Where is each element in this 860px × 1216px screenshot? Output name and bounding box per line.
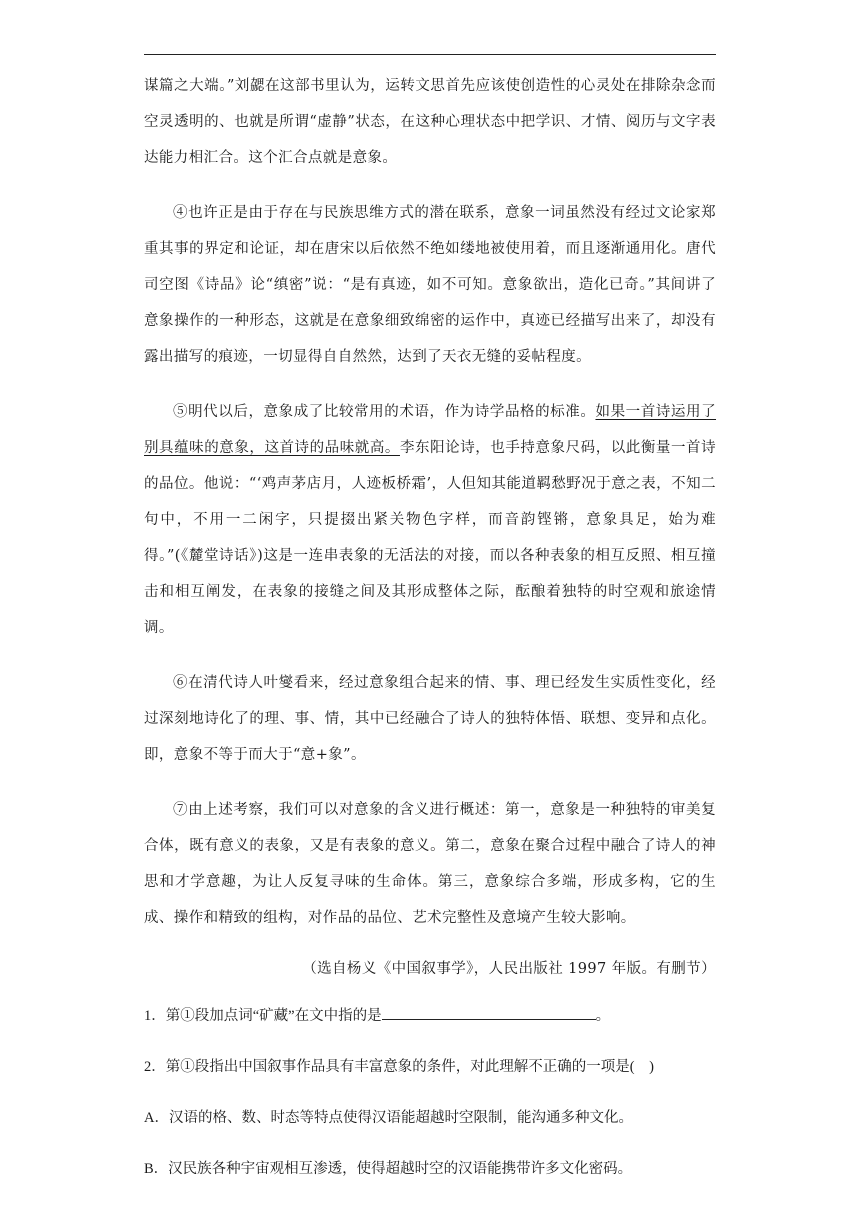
question-1-end: 。: [595, 1008, 611, 1024]
question-2: 2．第①段指出中国叙事作品具有丰富意象的条件，对此理解不正确的一项是( ): [144, 1059, 654, 1075]
paragraph-4: ④也许正是由于存在与民族思维方式的潜在联系，意象一词虽然没有经过文论家郑重其事的界定和论证，却在唐宋以后依然不绝如缕地被使用着，而且逐渐通用化。唐代司空图《诗品》论“缜密”说：“是有真迹，如不可知。意象欲出，造化已奇。”其间讲了意象操作的一种形态，这就是在意象细致绵密的运作中，真迹已经描写出来了，却没有露出描写的痕迹，一切显得自自然然，达到了天衣无缝的妥帖程度。: [144, 205, 716, 365]
article-body: [144, 68, 716, 1209]
source-citation: （选自杨义《中国叙事学》，人民出版社 1997 年版。有删节）: [302, 961, 716, 977]
answer-blank[interactable]: [382, 1005, 596, 1020]
option-a[interactable]: A．汉语的格、数、时态等特点使得汉语能超越时空限制，能沟通多种文化。: [144, 1110, 633, 1126]
paragraph-5: [144, 394, 716, 646]
question-1: [144, 1005, 716, 1027]
question-1-text: 1．第①段加点词“矿藏”在文中指的是: [144, 1008, 382, 1024]
paragraph-5-lead: ⑤明代以后，意象成了比较常用的术语，作为诗学品格的标准。: [173, 404, 596, 420]
paragraph-7: ⑦由上述考察，我们可以对意象的含义进行概述：第一，意象是一种独特的审美复合体，既有意义的表象，又是有表象的意义。第二，意象在聚合过程中融合了诗人的神思和才学意趣，为让人反复寻味的生命体。第三，意象综合多端，形成多构，它的生成、操作和精致的组构，对作品的品位、艺术完整性及意境产生较大影响。: [144, 802, 716, 926]
paragraph-5-rest: 李东阳论诗，也手持意象尺码，以此衡量一首诗的品位。他说：“‘鸡声茅店月，人迹板桥霜’，人但知其能道羁愁野况于意之表，不知二句中，不用一二闲字，只提掇出紧关物色字样，而音韵铿锵，意象具足，始为难得。”(《麓堂诗话》)这是一连串表象的无活法的对接，而以各种表象的相互反照、相互撞击和相互阐发，在表象的接缝之间及其形成整体之际，酝酿着独特的时空观和旅途情调。: [144, 440, 716, 636]
header-rule: [144, 54, 716, 55]
option-b[interactable]: B．汉民族各种宇宙观相互渗透，使得超越时空的汉语能携带许多文化密码。: [144, 1161, 633, 1177]
paragraph-5-underlined-sentence: 如果一首诗运用了别具蕴味的意象，这首诗的品味就高。: [144, 404, 717, 456]
paragraph-6: ⑥在清代诗人叶燮看来，经过意象组合起来的情、事、理已经发生实质性变化，经过深刻地诗化了的理、事、情，其中已经融合了诗人的独特体悟、联想、变异和点化。即，意象不等于而大于“意+象”。: [144, 675, 716, 763]
paragraph-continued: 谋篇之大端。”刘勰在这部书里认为，运转文思首先应该使创造性的心灵处在排除杂念而空灵透明的、也就是所谓“虚静”状态，在这种心理状态中把学识、才情、阅历与文字表达能力相汇合。这个汇合点就是意象。: [144, 78, 716, 166]
